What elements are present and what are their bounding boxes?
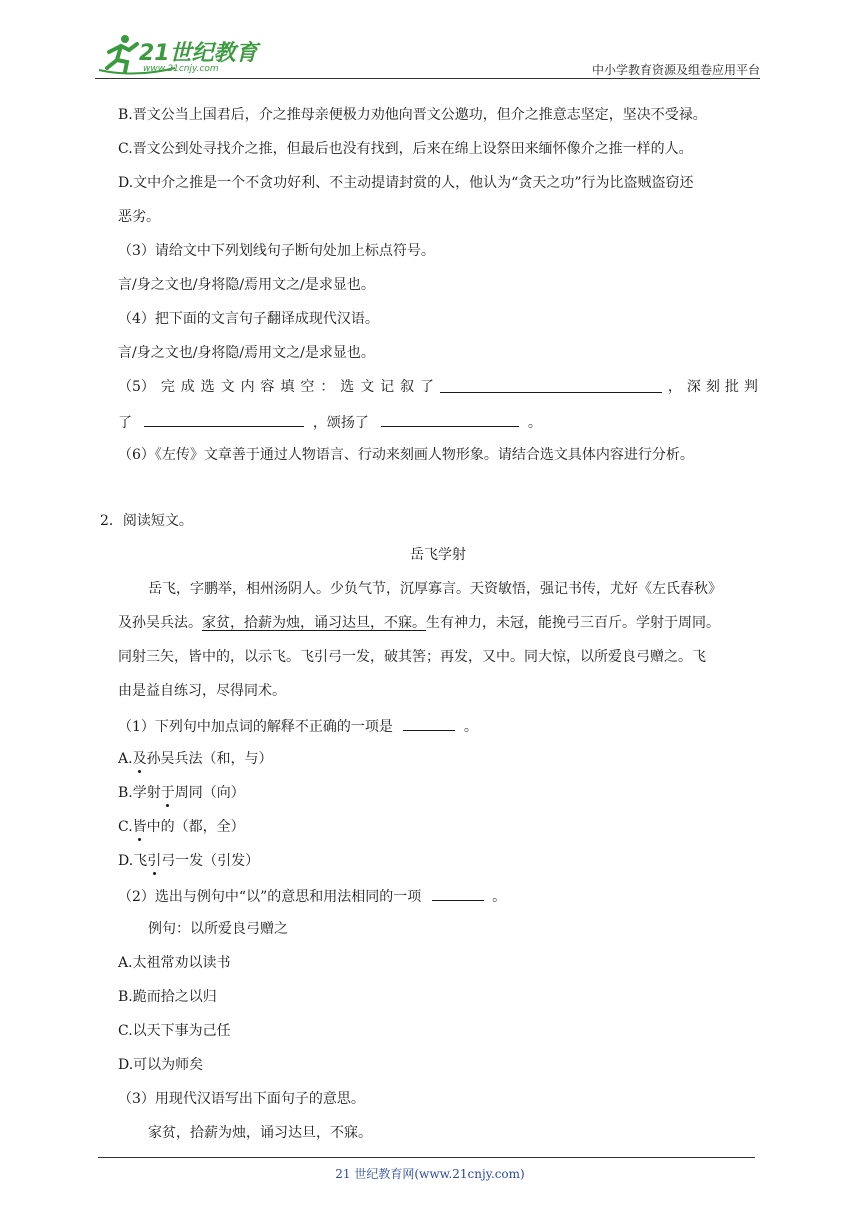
- s5-part: 选: [200, 379, 215, 395]
- passage-line1: 岳飞，字鹏举，相州汤阴人。少负气节，沉厚寡言。天资敏悟，强记书传，尤好《左氏春秋》: [148, 581, 722, 597]
- s5-part: （5）: [118, 379, 155, 395]
- q2-sub1-prompt: [118, 715, 478, 737]
- answer-blank-2[interactable]: [144, 411, 304, 427]
- q1-option-c: C.晋文公到处寻找介之推，但最后也没有找到，后来在绵上设祭田来缅怀像介之推一样的人。: [118, 141, 693, 157]
- header-divider: [95, 78, 760, 79]
- q2-sub2-option-d: D.可以为师矣: [118, 1057, 204, 1073]
- prompt-end: 。: [492, 889, 507, 905]
- q2-sub2-example: 例句：以所爱良弓赠之: [148, 921, 288, 937]
- q1-sub5-line1: [118, 377, 763, 397]
- q2-sub1-option-a: A.及孙吴兵法（和，与）: [118, 751, 273, 767]
- passage-line4: 由是益自练习，尽得同术。: [118, 683, 286, 699]
- q2-sub2-option-b: B.跪而拾之以归: [118, 989, 217, 1005]
- site-logo: [95, 30, 265, 80]
- q2-sub2-option-a: A.太祖常劝以读书: [118, 955, 231, 971]
- q1-sub5-line2: [118, 411, 542, 433]
- s5-part: 选: [340, 379, 355, 395]
- q1-sub4-text: 言/身之文也/身将隐/焉用文之/是求显也。: [118, 345, 375, 361]
- page-header: [95, 30, 760, 80]
- q2-sub2-option-c: C.以天下事为己任: [118, 1023, 231, 1039]
- passage-line3: 同射三矢，皆中的，以示飞。飞引弓一发，破其筈；再发，又中。同大惊，以所爱良弓赠之。飞: [118, 649, 706, 665]
- q1-sub3-prompt: （3）请给文中下列划线句子断句处加上标点符号。: [118, 243, 435, 259]
- q2-sub3-prompt: （3）用现代汉语写出下面句子的意思。: [118, 1091, 365, 1107]
- q2-sub3-text: 家贫，拾薪为烛，诵习达旦，不寐。: [148, 1125, 372, 1141]
- answer-blank-4[interactable]: [403, 715, 455, 731]
- q2-sub2-prompt: [118, 885, 506, 907]
- q1-sub3-text: 言/身之文也/身将隐/焉用文之/是求显也。: [118, 277, 375, 293]
- s5-mid-text: ，深刻批判: [667, 379, 763, 395]
- q2-heading: 2．阅读短文。: [100, 513, 193, 529]
- answer-blank-1[interactable]: [440, 377, 662, 393]
- s5-part: ：: [320, 379, 335, 395]
- dotted-word: 于: [160, 785, 175, 801]
- prompt-text: （2）选出与例句中“以”的意思和用法相同的一项: [118, 889, 422, 905]
- s5-part: 叙: [400, 379, 415, 395]
- dotted-word: 引: [147, 853, 162, 869]
- passage-line2: [118, 613, 720, 633]
- passage-text: 生有神力，未冠，能挽弓三百斤。学射于周同。: [426, 615, 720, 631]
- prompt-text: （1）下列句中加点词的解释不正确的一项是: [118, 719, 393, 735]
- footer-divider: [98, 1157, 755, 1158]
- passage-text: 及孙吴兵法。: [118, 615, 202, 631]
- logo-url: www.21cnjy.com: [143, 64, 219, 74]
- answer-blank-3[interactable]: [381, 411, 519, 427]
- passage-title: 岳飞学射: [410, 547, 466, 563]
- q1-sub4-prompt: （4）把下面的文言句子翻译成现代汉语。: [118, 311, 379, 327]
- q2-sub1-option-b: B.学射于周同（向）: [118, 785, 245, 801]
- prompt-end: 。: [463, 719, 478, 735]
- s5-part: 内: [240, 379, 255, 395]
- s5-part: 文: [220, 379, 235, 395]
- s5-part: 文: [360, 379, 375, 395]
- q1-sub6-prompt: （6）《左传》文章善于通过人物语言、行动来刻画人物形象。请结合选文具体内容进行分析。: [118, 447, 694, 463]
- answer-blank-5[interactable]: [432, 885, 484, 901]
- s5-part: 了: [420, 379, 435, 395]
- q1-option-d-line2: 恶劣。: [118, 209, 160, 225]
- platform-name: 中小学教育资源及组卷应用平台: [591, 63, 760, 77]
- s5-text-a: 了: [118, 415, 132, 431]
- s5-part: 成: [180, 379, 195, 395]
- s5-part: 空: [300, 379, 315, 395]
- s5-text-b: ，颂扬了: [312, 415, 369, 431]
- s5-text-c: 。: [527, 415, 542, 431]
- logo-text: 21世纪教育: [139, 41, 258, 66]
- underlined-sentence: 家贫，拾薪为烛，诵习达旦，不寐。: [202, 615, 426, 631]
- dotted-word: 皆: [132, 819, 147, 835]
- q1-option-d-line1: D.文中介之推是一个不贪功好利、不主动提请封赏的人，他认为“贪天之功”行为比盗贼盗窃还: [118, 175, 694, 191]
- q1-option-b: B.晋文公当上国君后，介之推母亲便极力劝他向晋文公邀功，但介之推意志坚定，坚决不受禄。: [118, 107, 707, 123]
- s5-part: 填: [280, 379, 295, 395]
- q2-sub1-option-d: D.飞引弓一发（引发）: [118, 853, 260, 869]
- footer-text: 21 世纪教育网(www.21cnjy.com): [335, 1167, 525, 1181]
- s5-part: 容: [260, 379, 275, 395]
- s5-part: 记: [380, 379, 395, 395]
- dotted-word: 及: [132, 751, 147, 767]
- q2-sub1-option-c: C.皆中的（都，全）: [118, 819, 245, 835]
- s5-part: 完: [160, 379, 175, 395]
